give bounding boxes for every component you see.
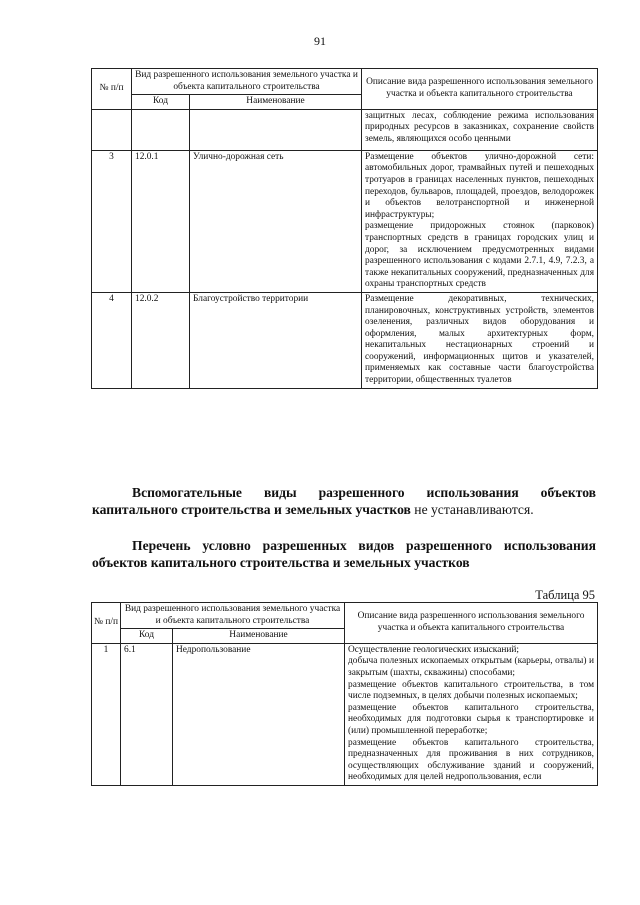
page-number: 91	[314, 34, 326, 48]
header-number: № п/п	[92, 603, 121, 644]
auxiliary-uses-suffix: не устанавливаются.	[410, 502, 534, 517]
table-row	[92, 643, 598, 785]
row-code: 6.1	[121, 643, 173, 785]
description-paragraph: размещение придорожных стоянок (парковок) транспортных средств в границах городских улиц и дорог, за исключением предусмотренных видами разрешенного использования с кодами 2.7.1, 4.9, 7.2.3, а также некапитальных сооружений, предназначенных для охраны транспортных средств	[365, 221, 595, 290]
row-number: 4	[92, 292, 132, 388]
description-paragraph: Осуществление геологических изысканий;	[348, 644, 520, 655]
row-name: Благоустройство территории	[190, 292, 362, 388]
header-number: № п/п	[92, 69, 132, 110]
header-use-type: Вид разрешенного использования земельного участка и объекта капитального строительства	[132, 69, 362, 95]
description-cell: защитных лесах, соблюдение режима использования природных ресурсов в заказниках, сохранение свойств земель, являющихся особо ценными	[362, 109, 598, 150]
row-code: 12.0.2	[132, 292, 190, 388]
table-row	[92, 150, 598, 292]
description-paragraph: Размещение декоративных, технических, планировочных, конструктивных устройств, элементов озеленения, различных видов оборудования и оформления, малых архитектурных форм, некапитальных нестационарных строений и сооружений, информационных щитов и указателей, применяемых как составные части благоустройства территории, общественных туалетов	[365, 293, 595, 386]
conditional-uses-heading: Перечень условно разрешенных видов разрешенного использования объектов капитального строительства и земельных участков	[92, 538, 596, 570]
header-code: Код	[121, 629, 173, 644]
conditional-uses-table	[91, 602, 598, 786]
description-paragraph: размещение объектов капитального строительства, необходимых для подготовки сырья к транспортировке и (или) промышленной переработке;	[348, 702, 595, 736]
auxiliary-uses-paragraph	[92, 484, 596, 518]
description-cell	[362, 150, 598, 292]
auxiliary-uses-bold: Вспомогательные виды разрешенного использования объектов капитального строительства и земельных участков	[92, 485, 596, 517]
table-caption: Таблица 95	[535, 588, 595, 602]
description-cell	[345, 643, 598, 785]
row-name: Улично-дорожная сеть	[190, 150, 362, 292]
header-name: Наименование	[190, 95, 362, 110]
land-use-table-continued	[91, 68, 598, 389]
table-row	[92, 109, 598, 150]
header-description: Описание вида разрешенного использования земельного участка и объекта капитального строительства	[362, 69, 598, 110]
table-row	[92, 292, 598, 388]
header-use-type: Вид разрешенного использования земельного участка и объекта капитального строительства	[121, 603, 345, 629]
header-description: Описание вида разрешенного использования земельного участка и объекта капитального строительства	[345, 603, 598, 644]
row-name: Недропользование	[173, 643, 345, 785]
description-paragraph: размещение объектов капитального строительства, в том числе подземных, в целях добычи полезных ископаемых;	[348, 679, 595, 702]
row-number: 3	[92, 150, 132, 292]
header-name: Наименование	[173, 629, 345, 644]
description-cell	[362, 292, 598, 388]
description-paragraph: Размещение объектов улично-дорожной сети: автомобильных дорог, трамвайных путей и пешеходных тротуаров в границах населенных пунктов, пешеходных переходов, бульваров, площадей, проездов, велодорожек и объектов велотранспортной и инженерной инфраструктуры;	[365, 151, 595, 220]
header-code: Код	[132, 95, 190, 110]
description-paragraph: добыча полезных ископаемых открытым (карьеры, отвалы) и закрытым (шахты, скважины) способами;	[348, 656, 595, 678]
row-number: 1	[92, 643, 121, 785]
description-paragraph: размещение объектов капитального строительства, предназначенных для проживания в них сотрудников, осуществляющих обслуживание зданий и сооружений, необходимых для целей недропользования, если	[348, 737, 595, 783]
row-code: 12.0.1	[132, 150, 190, 292]
